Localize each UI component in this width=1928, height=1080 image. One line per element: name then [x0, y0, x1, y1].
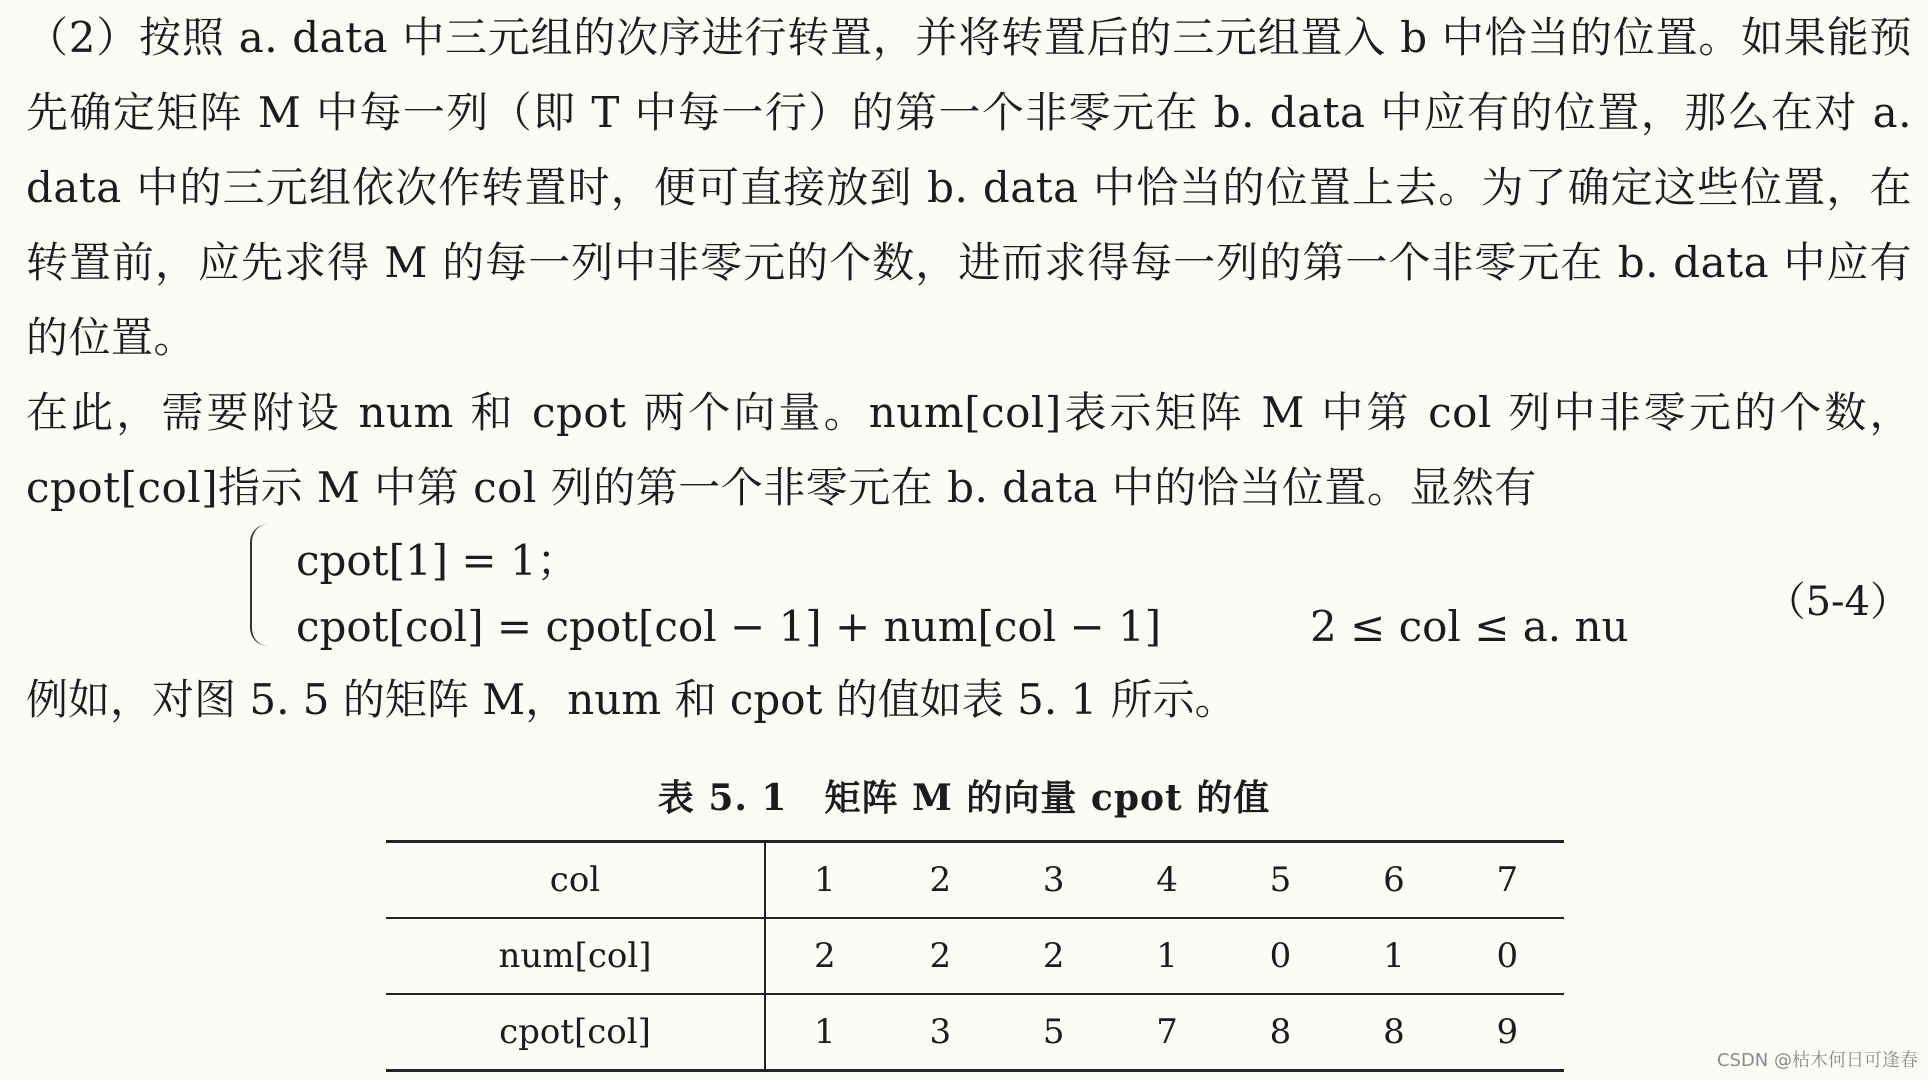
table-cell: 2	[813, 936, 836, 976]
table-cell: 3	[929, 1012, 952, 1052]
example-text: 例如，对图 5. 5 的矩阵 M，num 和 cpot 的值如表 5. 1 所示。	[26, 675, 1237, 724]
table-cell: 3	[1042, 860, 1065, 900]
formula-line-1: cpot[1] = 1；	[296, 536, 579, 585]
left-brace	[250, 524, 272, 646]
watermark: CSDN @枯木何日可逢春	[1716, 1050, 1918, 1071]
table-cell: 0	[1496, 936, 1519, 976]
table-container	[386, 840, 1564, 1072]
table-cell: 0	[1269, 936, 1292, 976]
table-cell: 9	[1496, 1012, 1519, 1052]
table-row	[386, 918, 1564, 994]
table-cell: 7	[1496, 860, 1519, 900]
table-cell: 5	[1269, 860, 1292, 900]
table-cell: 2	[1042, 936, 1065, 976]
table-cell: 2	[929, 936, 952, 976]
table-cell: 1	[1156, 936, 1178, 976]
row-header-col: col	[386, 842, 765, 919]
table-cell: 5	[1042, 1012, 1065, 1052]
table-cell: 1	[813, 1012, 836, 1052]
formula-line-2: cpot[col] = cpot[col − 1] + num[col − 1]	[296, 602, 1162, 651]
table-cell: 2	[929, 860, 952, 900]
table-cell: 8	[1269, 1012, 1292, 1052]
equation-number: （5-4）	[1765, 579, 1910, 625]
paragraph-transpose-method: （2）按照 a. data 中三元组的次序进行转置，并将转置后的三元组置入 b 中恰当的位置。如果能预先确定矩阵 M 中每一列（即 T 中每一行）的第一个非零元在 b. data 中应有的位置，那么在对 a. data 中的三元组依次作转置时，便可直接放到 b. data 中恰当的位置上去。为了确定这些位置，在转置前，应先求得 M 的每一列中非零元的个数，进而求得每一列的第一个非零元在 b. data 中应有的位置。	[26, 13, 1912, 362]
table-row	[386, 994, 1564, 1071]
table-cell: 1	[1383, 936, 1405, 976]
cpot-table	[386, 840, 1564, 1072]
formula-5-4	[250, 520, 1910, 660]
table-cell: 6	[1383, 860, 1405, 900]
row-header-num: num[col]	[386, 918, 765, 994]
table-cell: 1	[813, 860, 836, 900]
table-caption: 表 5. 1 矩阵 M 的向量 cpot 的值	[657, 777, 1271, 819]
formula-range: 2 ≤ col ≤ a. nu	[1310, 602, 1629, 651]
paragraph-num-cpot: 在此，需要附设 num 和 cpot 两个向量。num[col]表示矩阵 M 中第 col 列中非零元的个数，cpot[col]指示 M 中第 col 列的第一个非零元在 b. data 中的恰当位置。显然有	[26, 388, 1912, 512]
table-cell: 4	[1156, 860, 1178, 900]
table-row	[386, 842, 1564, 919]
table-cell: 8	[1383, 1012, 1405, 1052]
table-cell: 7	[1156, 1012, 1178, 1052]
body-text	[26, 0, 1912, 525]
row-header-cpot: cpot[col]	[386, 994, 765, 1071]
